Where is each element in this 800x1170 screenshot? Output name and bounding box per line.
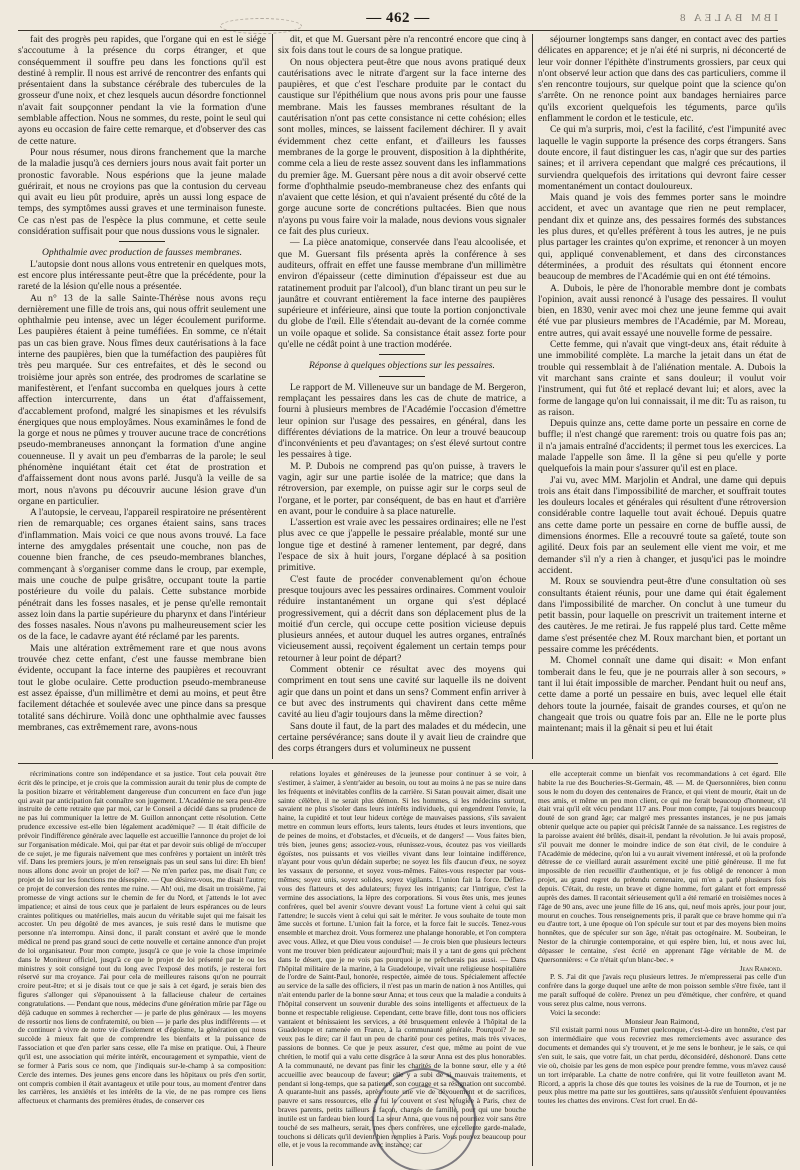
mirrored-masthead-bleedthrough: IBM BALEA 8: [677, 12, 778, 24]
paragraph: Depuis quinze ans, cette dame porte un pessaire en corne de buffle; il n'est changé que rarement: trois ou quatre fois pas an; il n'a jamais entraîné d'accidents; il permet tous les exercices. La malade l'appelle son âme. Il la gêne si peu qu'elle y porte quelquefois la main pour s'assurer qu'il est en place.: [538, 418, 786, 475]
paragraph: M. Chomel connaît une dame qui disait: « Mon enfant tomberait dans le feu, que je ne pourrais aller à son secours, » tant il lui était impossible de marcher. Pendant huit ou neuf ans, cette dame a porté un pessaire en buis, avec lequel elle était dehors toute la journée, faisait de grandes courses, et qu'on ne changeait que trois ou quatre fois par an. Elle ne le porte plus maintenant; mais il la gênait si peu et lui était: [538, 655, 786, 735]
paragraph: L'autopsie dont nous allons vous entretenir en quelques mots, est encore plus intéressante peut-être que la précédente, pour la rareté de la lésion qu'elle nous a présentée.: [18, 258, 266, 293]
section-rule: [379, 376, 425, 377]
section-rule: [379, 354, 425, 355]
paragraph: C'est faute de procéder convenablement qu'on échoue presque toujours avec les pessaires ordinaires. Comment vouloir réduire instantanément un organe qui s'est déplacé progressivement, qui a décrit dans son déplacement plus de la moitié d'un cercle, qui occupe cette position vicieuse depuis plusieurs années, et autour duquel les autres organes, entraînés vicieusement aussi, reçoivent également un certain temps pour retourner à leur point de départ?: [278, 573, 526, 664]
running-header: [18, 8, 778, 31]
paragraph: séjourner longtemps sans danger, en contact avec des parties délicates en apparence; et je n'ai été ni surpris, ni déconcerté de leur voir donner l'épithète d'instruments grossiers, par ceux qui n'ont observé leur action que dans des cas particuliers, comme il s'en rencontre toujours, sur quelque point que la science qu'on s'arrête. On ne renonce point aux bandages herniaires parce qu'ils excorient quelquefois les téguments, parce qu'ils enflamment le cordon et le testicule, etc.: [538, 34, 786, 125]
paragraph: J'ai vu, avec MM. Marjolin et Andral, une dame qui depuis trois ans était dans l'impossibilité de marcher, et souffrait toutes les douleurs locales et générales qui résultent d'une rétroversion considérable contre laquelle tout avait échoué. Depuis quatre ans cette dame porte un pessaire en corne de buffle aussi, de dimensions énormes. Elle a recouvré toute sa gaîeté, toute son agilité. Deux fois par an seulement elle vient me voir, et me demander s'il n'y a rien à changer, et jusqu'ici pas le moindre accident.: [538, 474, 786, 576]
column-divider: [532, 34, 533, 759]
section-rule: [119, 241, 165, 242]
paragraph: relations loyales et généreuses de la jeunesse pour continuer à se voir, à s'estimer, à s'aimer, à s'entr'aider au besoin, ou tout au moins à ne pas se nuire dans les fréquents et inévitables conflits de la carrière. Si Satan pouvait aimer, disait une sainte célèbre, il ne serait plus démon. Si les hommes, si les médecins surtout, savaient ne plus s'isoler dans leurs intérêts individuels, qui engendrent l'envie, la haine, la cupidité et tout leur hideux cortège de mauvaises passions, s'ils savaient mettre en commun leurs efforts, leurs talents, leurs études et leurs inventions, que de peines de moins, et d'obstacles, et d'écueils, et de dangers! — Vous faites bien, très bien, jeunes gens; associez-vous, réunissez-vous, écoutez pas vos vieillards égoïstes, nos puissants et vos vieilles vivant dans leur lointaine indifférence, n'ayant pour vous qu'un dédain superbe; ne soyez les fils d'aucun d'eux, ne soyez les vassaux de personne, et soyez vous-mêmes. Faites-vous respecter par vous-mêmes; soyez unis, soyez solides, soyez vigilants. L'union fait la force. Défiez-vous des flatteurs et des adulateurs; fuyez les intrigants; car l'intrigue, c'est la vermine des associations, la lèpre des corporations. Si vous êtes unis, mes jeunes confrères, quel bel avenir s'ouvre devant vous! La fortune vient à celui qui sait l'attendre; le succès vient à celui qui sait le mériter. Je vous souhaite de toute mon âme succès et fortune. L'union fait la force, et la force fait le succès. Tenez-vous ensemble et marchez droit. Vous formerez une phalange honorable, et l'on comptera avec vous. Allez, et que Dieu vous conduise! — Je crois bien que plusieurs lecteurs vont me trouver bien prédicateur aujourd'hui; mais il y a tant de gens qui prêchent dans le désert, que je ne vois pas pourquoi je ne prêcherais pas aussi. — Dans l'hôpital militaire de la marine, à la Guadeloupe, vivait une religieuse hospitalière de l'ordre de Saint-Paul, honorée, respectée, aimée de tous. Spécialement affectée au service de la salle des officiers, il n'est pas un marin de nation à nos Antilles, qui n'ait entendu parler de la bonne sœur Anna; et tous ceux que la maladie a conduits à l'hôpital conservent un souvenir durable des soins intelligents et affectueux de la bonne et respectable religieuse. Cependant, cette brave fille, dont tous nos officiers vantaient et bénissaient les services, a été brusquement enlevée à l'hôpital de la Guadeloupe et ramenée en France, à la communauté générale. Pourquoi? Je ne veux pas le dire; car il faut un peu de charité pour ces petites, mais très vivaces, passions de bonnes. Ce que je peux assurer, c'est que, même au point de vue chrétien, le motif qui a valu cette disgrâce à la sœur Anna est des plus honorables. A la communauté, ne devant pas finir les charités de la bonne sœur, elle y a été accueillie avec beaucoup de faveur; elle y a subi de si mauvais traitements, et pendant si long-temps, que sa patience, son courage et sa résignation ont succombé. A quarante-huit ans passés, après toute une vie de dévouement et de sacrifices, pauvre et sans ressources, elle a fui le couvent et s'est réfugiée à Paris, chez de braves parents, petits tailleurs à façon, chargés de famille, pour qui une bouche inutile est un fardeau bien lourd. La sœur Anna, que vous ne pourriez voir sans être touché de ses malheurs, serait, mes chers confrères, une excellente garde-malade, touchons si délicats qu'il devient bien remplies à Paris. Vous pouvez beaucoup pour elle, et je vous la recommande avec instance; car: [278, 770, 526, 1150]
section-subheading: Réponse à quelques objections sur les pessaires.: [309, 360, 495, 372]
column-divider: [272, 770, 273, 1166]
column-divider: [532, 770, 533, 1166]
paragraph: Mais une altération extrêmement rare et que nous avons trouvée chez cette enfant, c'est une fausse membrane bien évidente, occupant la face interne des paupières et recouvrant tout le globe oculaire. Cette production pseudo-membraneuse est assez épaisse, d'un millimètre et demi au moins, et peut être facilement détachée et soulevée avec une pince dans sa presque totalité sans déchirure. Voilà donc une ophthalmie avec fausses membranes, cas extrêmement rare, avons-nous: [18, 642, 266, 733]
article-column-2: [278, 34, 526, 759]
section-subheading: Ophthalmie avec production de fausses membranes.: [41, 247, 242, 259]
feuilleton-column-3: [538, 770, 786, 1166]
author-signature: Jean Raimond.: [739, 963, 782, 973]
feuilleton-column-2: [278, 770, 526, 1166]
paragraph: M. Roux se souviendra peut-être d'une consultation où ses consultants étaient réunis, pour une dame qui était également dans l'impossibilité de marcher. On conclut à une tumeur du petit bassin, pour laquelle on prescrivit un traitement interne et des cautères. Je me retirai. Je fus rappelé plus tard. Cette même dame s'est présentée chez M. Roux marchant bien, et portant un pessaire comme les précédents.: [538, 576, 786, 656]
paragraph: A l'autopsie, le cerveau, l'appareil respiratoire ne présentèrent rien de remarquable; ces organes étaient sains, sans traces d'inflammation. Mais voici ce que nous avons trouvé. La face interne des amygdales présentait une couche, non pas de couenne bien franche, de ces pseudo-membranes blanches, commençant à s'organiser comme dans le croup, par exemple, mais une couche de pulpe grisâtre, occupant toute la partie postérieure du voile du palais. Cette substance morbide pénétrait dans les fosses nasales, et je pense qu'elle remontait assez loin dans la partie supérieure du pharynx et dans l'intérieur des fosses nasales. Nous n'avons pu malheureusement scier les os de la face, le cadavre ayant été réclamé par les parents.: [18, 507, 266, 643]
paragraph: A. Dubois, le père de l'honorable membre dont je combats l'opinion, avait aussi renoncé à l'usage des pessaires. Il voulut bien, en 1830, venir avec moi chez une jeune femme qui avait été vue par plusieurs membres de l'Académie, par M. Moreau, entre autres, qui avait essayé une nouvelle forme de pessaire.: [538, 282, 786, 339]
paragraph: Ce qui m'a surpris, moi, c'est la facilité, c'est l'impunité avec laquelle le vagin supporte la présence des corps étrangers. Sans doute encore, il faut distinguer les cas, n'agir que sur des parties saines; et il arrivera cependant que malgré ces précautions, il surviendra quelquefois des irritations qui devront faire cesser momentanément un contact douloureux.: [538, 124, 786, 192]
paragraph: Mais quand je vois des femmes porter sans le moindre accident, et avec un avantage que rien ne peut remplacer, pendant dix et quinze ans, des pessaires formés des substances les plus dures, et qu'elles préfèrent à tous les autres, je ne puis plus partager les craintes qu'on exprime, et renoncer à un moyen qui, appliqué convenablement, et dans des circonstances déterminées, a produit des résultats qui étonnent encore beaucoup de membres de l'Académie qui en ont été témoins.: [538, 192, 786, 283]
paragraph: fait des progrès peu rapides, que l'organe qui en est le siége s'accoutume à la présence du corps étranger, et que conséquemment il souffre peu dans les fonctions qu'il est destiné à remplir. Il nous est arrivé de rencontrer des enfants qui présentaient dans la substance cérébrale des tubercules de la grosseur d'une noix, et chez lesquels aucun désordre fonctionnel n'avait fait soupçonner pendant la vie la formation d'une semblable affection. Nous ne sommes, du reste, point le seul qui ayons eu occasion de faire cette remarque, et d'observer des cas de cette nature.: [18, 34, 266, 147]
letter-salutation: Monsieur Jean Raimond,: [624, 1016, 700, 1026]
paragraph: — La pièce anatomique, conservée dans l'eau alcoolisée, et que M. Guersant fils présenta après la conférence à ses auditeurs, offrait en effet une fausse membrane d'un millimètre environ d'épaisseur (cette diminution d'épaisseur est due au ratatinement produit par l'alcool), d'un blanc tirant un peu sur le jaunâtre et couvrant entièrement la face interne des paupières supérieure et inférieure, ainsi que toute la portion conjonctivale du globe de l'œil. Elle s'étendait au-devant de la cornée comme un voile opaque et solide. Sa consistance était assez forte pour qu'elle ne cédât point à une traction modérée.: [278, 237, 526, 351]
paragraph: Voici la seconde:: [550, 1007, 601, 1017]
ink-smudge: [220, 18, 302, 34]
article-column-1: [18, 34, 266, 759]
paragraph: M. P. Dubois ne comprend pas qu'on puisse, à travers le vagin, agir sur une partie isolée de la matrice; que dans la rétroversion, par exemple, on puisse agir sur le corps seul de l'organe, et le porter, par conséquent, de bas en haut et d'arrière en avant, pour le conduire à sa place naturelle.: [278, 460, 526, 517]
paragraph: L'assertion est vraie avec les pessaires ordinaires; elle ne l'est plus avec ce que j'appelle le pessaire préalable, monté sur une longue tige et destiné à ramener lentement, par degré, dans l'espace de six à huit jours, l'organe déplacé à sa position primitive.: [278, 517, 526, 574]
paragraph: On nous objectera peut-être que nous avons pratiqué deux cautérisations avec le nitrate d'argent sur la face interne des paupières, et que c'est l'eschare produite par le contact du caustique sur l'épithélium que nous avons pris pour une fausse membrane. Mais les fausses membranes résultant de la cautérisation n'ont pas cette consistance ni cette cohésion; elles sont molles, minces, se laissent facilement déchirer. Il y avait évidemment chez cette enfant, et d'ailleurs les fausses membranes de la gorge le prouvent, disposition à la diphthérite, comme cela a lieu de reste assez souvent dans les inflammations du premier âge. M. Guersant père nous a dit avoir observé cette forme d'ophthalmie pseudo-membraneuse chez des enfants qui n'avaient que cette lésion, et qui n'avaient présenté du côté de la gorge aucune sorte de concrétions pultacées. Bien que nous n'ayons pu vous faire voir la malade, nous devions vous signaler ce fait des plus curieux.: [278, 56, 526, 238]
feuilleton-column-1: [18, 770, 266, 1166]
paragraph: récriminations contre son indépendance et sa justice. Tout cela pouvait être écrit dès le principe, et je crois que la commission aurait du tenir plus de compte de la position bizarre et véritablement dangereuse d'un concurrent en face d'un juge qui avait par anticipation fait connaître son jugement. L'Académie ne sera peut-être instruite de cette retraite que par moi, car le Conseil a décidé dans sa prudence de ne pas lui communiquer la lettre de M. Guillon annonçant cette résolution. Cette prudence excessive est-elle bien légalement académique? — Il était difficile de prévoir l'indifférence générale avec laquelle est accueillie l'annonce du projet de loi sur l'organisation médicale. Moi, qui par état et par devoir suis obligé de m'occuper de ce sujet, je me figurais naïvement que mes confrères y portaient un intérêt très vif. Dans les premiers jours, je m'en renseignais pas un seul sans lui dire: Eh bien! nous allons donc avoir un projet de loi? — Ne m'en parlez pas, me disait l'un; ce projet de loi sur les fonctions me désespère. — Que désirez-vous, me disait l'autre; ce projet de conversion des rentes me ruine. — Ah! oui, me disait un troisième, j'ai promesse de vingt actions sur le chemin de fer du Nord, et j'attends le lot avec impatience; et ainsi de tous ceux que je parlaient de leurs espérances ou de leurs craintes politiques ou matérielles, mais aucun du véritable sujet qui me faisait les accoster. Un peu dégoûté de mes avances, je suis resté dans le mutisme que personne n'a interrompu. Ainsi donc, il paraît constant et avéré que le monde médical ne prend pas grand souci de cette nouvelle et certaine annonce d'un projet de loi organisateur. Pour mon compte, jusqu'à ce que je voie la chose imprimée dans le Moniteur officiel, jusqu'à ce que le projet de loi présenté par le ou les ministres y soit consigné tout du long avec l'exposé des motifs, je resterai fort réservé sur ma croyance. J'ai pour cela de meilleures raisons qu'on ne pourrait croire peut-être; et si je disais tout ce que je sais à cet égard, je serais bien des figures s'allonger qui s'épanouissent à la fallacieuse chaleur de certaines congratulations. — Pendant que nous, médecins d'une génération mûrie par l'âge ou déjà caduque en sommes à rechercher — je parle de plus généraux — les moyens de ressortir nos liens de confraternité, ou bien — je parle des plus indifférents — et de continuer à vivre de notre vie d'isolement et d'égoïsme, la génération qui nous succède à mieux fait que de comprendre les bienfaits et la puissance de l'association et que d'en parler sans cesse, elle l'a mise en pratique. Oui, à l'heure qu'il est, une association qui mérite intérêt, encouragement et sympathie, vient de se former à Paris sous ce nom, que j'indiquais sur-le-champ à sa composition: Cercle des internes. Des jeunes gens encore dans les hôpitaux ou près d'en sortir, ont compris combien il était avantageux et utile pour tous, au moment d'entrer dans les carrières, les anxiétés et les intérêts de la vie, de ne pas rompre ces liens affectueux et charmants des premières études, de conserver ces: [18, 770, 266, 1106]
paragraph: Au n° 13 de la salle Sainte-Thérèse nous avons reçu dernièrement une fille de trois ans, qui nous offrit seulement une ophthalmie peu intense, avec un léger écoulement puriforme. Les paupières étaient à peine tuméfiées. En somme, ce n'était pas un cas bien grave. Nous fîmes deux cautérisations à la face interne des paupières, bien que la tuméfaction des paupières fût très peu marquée. Sur ces entrefaites, et dès le second ou troisième jour après son entrée, des prodromes de scarlatine se manifestèrent, et l'enfant succomba en quelques jours à cette affection intercurrente, dans un état d'affaissement, d'accablement profond, malgré les sinapismes et les révulsifs énergiques que nous employâmes. Nous examinâmes le fond de la gorge et nous ne pûmes y trouver aucune trace de concrétions pseudo-membraneuses annonçant la formation d'une angine couenneuse. Il y avait un peu d'embarras de la parole; le seul phénomène inquiétant était cet état de prostration et d'affaissement dont nous avons parlé. Jusqu'à la veille de sa mort, nous n'avons pu découvrir aucune lésion grave d'un organe en particulier.: [18, 292, 266, 507]
article-column-3: [538, 34, 786, 759]
paragraph: Pour nous résumer, nous dirons franchement que la marche de la maladie jusqu'à ces derniers jours nous avait fait porter un pronostic favorable. Nous espérions que la jeune malade guérirait, et nous ne croyions pas que la contusion du cerveau qui avait eu lieu pût produire, après un aussi long espace de temps, des symptômes aussi graves et une terminaison funeste. Ce cas n'est pas de l'espèce la plus commune, et cette seule considération suffisait pour que nous dussions vous le signaler.: [18, 146, 266, 238]
page-number: — 462 —: [366, 10, 430, 26]
paragraph: Cette femme, qui n'avait que vingt-deux ans, était réduite à une immobilité complète. La marche la jetait dans un état de trouble qui ressemblait à de l'aliénation mentale. A. Dubois la vit marchant sans crainte et sans douleur; il voulut voir l'instrument, qui fut ôté et replacé devant lui; et alors, avec la forme de langage qu'on lui connaissait, il me dit: Tu as raison, tu as raison.: [538, 339, 786, 418]
letter-body: S'il existait parmi nous un Fumet quelconque, c'est-à-dire un honnête, c'est par son intermédiaire que vous recevriez mes remerciements avec assurance des documents et demandes qui s'y trouvent, et je me sens le bonheur, je le sais, ce qui s'en suit, le sais, que votre fait, un chat perdu, déconsidéré, déshonoré. Dans cette vie où, choisie par les gens de mon espèce pour prendre femme, vous m'avez causé un tort irréparable. La chatte de notre confrère, qui lit votre feuilleton avant M. Ricord, a appris la chose dès que toutes les voisines de la rue de Tournon, et je ne peux plus mettre ma patte sur les gouttières, sans qu'aussitôt s'enfuient épouvantées toutes les chattes des environs. C'est fort cruel. En dé-: [538, 1025, 786, 1106]
column-divider: [272, 34, 273, 759]
postscript: P. S. J'ai dit que j'avais reçu plusieurs lettres. Je m'empresserai pas celle d'un confrère dans la gorge duquel une arête de mon poisson semble s'être fixée, tant il me paraît suffoqué de colère. Prenez un peu d'émétique, cher confrère, et quand vous serez plus calme, nous verrons.: [538, 972, 786, 1008]
paragraph: Le rapport de M. Villeneuve sur un bandage de M. Bergeron, remplaçant les pessaires dans les cas de chute de matrice, a fourni à plusieurs membres de l'Académie l'occasion d'émettre leur opinion sur l'usage des pessaires, en général, dans les différentes déviations de la matrice. On leur a trouvé beaucoup d'inconvénients et peu d'avantages; on s'est élevé surtout contre les pessaires à tige.: [278, 381, 526, 461]
paragraph: Sans doute il faut, de la part des malades et du médecin, une certaine persévérance; sans doute il y avait lieu de craindre que des corps étrangers durs et volumineux ne pussent: [278, 720, 526, 755]
paragraph: Comment obtenir ce résultat avec des moyens qui compriment en tout sens une cavité sur laquelle ils ne doivent agir que dans un point et dans un sens? Comment enfin arriver à ce but avec des instruments qui chavirent dans cette même cavité au lieu d'agir toujours dans la même direction?: [278, 664, 526, 721]
paragraph: dit, et que M. Guersant père n'a rencontré encore que cinq à six fois dans tout le cours de sa longue pratique.: [278, 34, 526, 57]
feuilleton-separator: [18, 763, 778, 764]
paragraph: elle accepterait comme un bienfait vos recommandations à cet égard. Elle habite la rue des Boucheries-St-Germain, 48. — M. de Quersonnières, bien connu sous le nom du doyen des centenaires de France, et qui vient de mourir, était un de mes amis, et même un peu mon client, ce qui me ferait beaucoup d'honneur, s'il était vrai qu'il eût vécu pendant 117 ans. Pour mon compte, j'ai toujours beaucoup douté de son grand âge; car malgré mes pressantes instances, je ne pus jamais obtenir quelque acte ou papier qui précisât l'année de sa naissance. Les registres de la paroisse avaient été brûlés, disait-il, pendant la révolution. Je lui avais proposé, s'il pouvait me donner le moindre indice de son état civil, de le conduire à l'Académie de médecine, qu'on lui a vu aurait vivement intéressé, et où la profonde détresse de ce vieillard aurait assurément excité une pitié généreuse. Il me fut impossible de rien recueillir d'authentique, et je fus obligé de renoncer à mon projet, au grand regret du prétendu centenaire, qui m'en a parlé plusieurs fois depuis. C'était, du reste, un brave et digne homme, fort galant et fort empressé auprès des dames. Il racontait sérieusement qu'il a été remarié en troisièmes noces à l'âge de 90 ans, avec une jeune fille de 16 ans, qui, neuf mois après, jour pour jour, mourut en couches. Tous renseignements pris, il paraît que ce brave homme qui n'a eu d'autre tort, à une époque où l'on spécule sur tout et par des moyens bien moins honnêtes, que de spéculer sur son âge, n'était pas octogénaire. M. Soubeiran, le Nestor de la chirurgie contemporaine, et qui espère bien, lui, et nous avec lui, dépasser le centaine, s'est écrié en apprenant l'âge véritable de M. de Quersonnières: « Ce n'était qu'un blanc-bec. »: [538, 770, 786, 964]
